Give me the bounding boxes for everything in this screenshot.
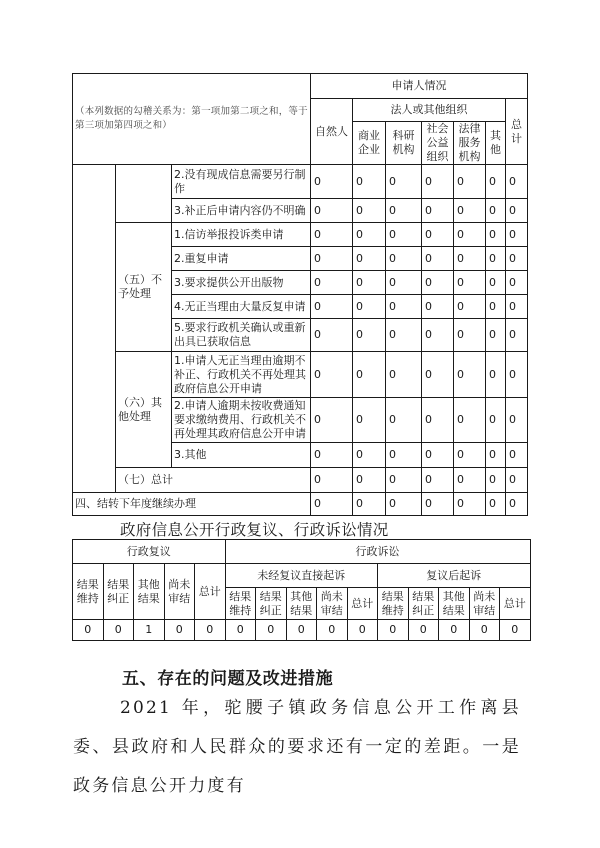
header-commercial-text: 商业企业	[358, 129, 380, 156]
value-cell: 0	[311, 493, 353, 516]
value-cell: 0	[439, 620, 470, 641]
value-cell: 0	[486, 443, 506, 468]
value-cell: 0	[386, 295, 422, 319]
value-cell: 0	[353, 223, 386, 247]
value-cell: 0	[422, 398, 454, 443]
value-cell: 0	[486, 352, 506, 398]
value-cell: 0	[506, 271, 528, 295]
value-cell: 0	[454, 295, 486, 319]
value-cell: 0	[454, 247, 486, 271]
value-cell: 0	[353, 165, 386, 199]
direct-col-header	[256, 588, 287, 620]
header-legal-org: 法人或其他组织	[353, 99, 506, 122]
value-cell: 0	[353, 493, 386, 516]
value-cell: 0	[386, 165, 422, 199]
value-cell: 0	[454, 398, 486, 443]
value-cell: 0	[378, 620, 409, 641]
header-legal-service	[454, 122, 486, 165]
value-cell: 0	[311, 271, 353, 295]
value-cell: 0	[386, 271, 422, 295]
value-cell: 0	[500, 620, 531, 641]
value-cell: 0	[506, 247, 528, 271]
value-cell: 0	[164, 620, 195, 641]
value-cell: 0	[454, 271, 486, 295]
value-cell: 0	[422, 468, 454, 493]
row-label: 5.要求行政机关确认或重新出具已获取信息	[172, 319, 311, 352]
value-cell: 0	[225, 620, 256, 641]
after-col-header	[500, 588, 531, 620]
value-cell: 0	[311, 319, 353, 352]
col-header-text: 尚未审结	[320, 589, 343, 617]
value-cell: 0	[486, 468, 506, 493]
value-cell: 0	[506, 493, 528, 516]
row-label: 2.没有现成信息需要另行制作	[172, 165, 311, 199]
header-total	[506, 99, 528, 165]
direct-col-header	[225, 588, 256, 620]
value-cell: 0	[486, 165, 506, 199]
row-label: 四、结转下年度继续办理	[73, 493, 311, 516]
value-cell: 0	[103, 620, 134, 641]
value-cell: 0	[311, 295, 353, 319]
after-col-header	[408, 588, 439, 620]
group-five-label: （五）不予处理	[116, 223, 172, 352]
header-social-text: 社会公益组织	[426, 122, 449, 163]
value-cell: 0	[506, 223, 528, 247]
applicant-statistics-table	[72, 73, 528, 516]
col-header-text: 结果纠正	[412, 589, 435, 617]
value-cell: 0	[386, 493, 422, 516]
value-cell: 0	[422, 319, 454, 352]
col-header-text: 总计	[503, 596, 526, 610]
value-cell: 0	[422, 352, 454, 398]
after-col-header	[439, 588, 470, 620]
col-header-text: 总计	[351, 596, 374, 610]
value-cell: 0	[353, 468, 386, 493]
value-cell: 0	[353, 352, 386, 398]
subgroup-cell	[116, 165, 172, 223]
value-cell: 0	[353, 247, 386, 271]
col-header-text: 尚未审结	[473, 589, 496, 617]
header-direct: 未经复议直接起诉	[225, 564, 378, 588]
header-other-text: 其他	[490, 129, 501, 156]
value-cell: 0	[256, 620, 287, 641]
review-col-header	[73, 564, 104, 620]
value-cell: 0	[386, 199, 422, 223]
review-col-header	[164, 564, 195, 620]
table-row	[73, 352, 528, 398]
review-col-header-text: 尚未审结	[168, 577, 191, 605]
value-cell: 0	[454, 493, 486, 516]
value-cell: 0	[311, 223, 353, 247]
value-cell: 0	[454, 443, 486, 468]
value-cell: 0	[486, 223, 506, 247]
value-cell: 0	[386, 319, 422, 352]
col-header-text: 其他结果	[442, 589, 465, 617]
value-cell: 0	[422, 271, 454, 295]
review-col-header	[134, 564, 165, 620]
value-cell: 0	[454, 352, 486, 398]
value-cell: 0	[408, 620, 439, 641]
header-research-text: 科研机构	[392, 129, 415, 156]
review-col-header	[195, 564, 226, 620]
value-cell: 0	[73, 620, 104, 641]
value-cell: 0	[317, 620, 348, 641]
value-cell: 0	[422, 199, 454, 223]
value-cell: 0	[506, 295, 528, 319]
value-cell: 0	[506, 352, 528, 398]
body-paragraph: 2021 年，驼腰子镇政务信息公开工作离县委、县政府和人民群众的要求还有一定的差距。一是政务信息公开力度有	[73, 698, 521, 796]
value-cell: 0	[311, 199, 353, 223]
value-cell: 0	[486, 271, 506, 295]
group-six-label: （六）其他处理	[116, 352, 172, 468]
value-cell: 0	[486, 493, 506, 516]
row-label: 2.申请人逾期未按收费通知要求缴纳费用、行政机关不再处理其政府信息公开申请	[172, 398, 311, 443]
value-cell: 0	[386, 468, 422, 493]
section-title: 政府信息公开行政复议、行政诉讼情况	[120, 521, 389, 539]
header-total-text: 总计	[511, 117, 522, 145]
header-applicant: 申请人情况	[311, 74, 528, 99]
value-cell: 0	[386, 352, 422, 398]
value-cell: 0	[286, 620, 317, 641]
section-heading: 五、存在的问题及改进措施	[122, 669, 334, 689]
review-col-header-text: 其他结果	[137, 577, 160, 605]
row-label: 3.其他	[172, 443, 311, 468]
value-cell: 0	[422, 165, 454, 199]
value-cell: 0	[353, 271, 386, 295]
row-label: 3.补正后申请内容仍不明确	[172, 199, 311, 223]
value-cell: 0	[195, 620, 226, 641]
value-cell: 0	[386, 398, 422, 443]
table-row	[73, 165, 528, 199]
value-cell: 0	[311, 247, 353, 271]
value-cell: 0	[454, 468, 486, 493]
value-cell: 0	[353, 199, 386, 223]
table-note: （本列数据的勾稽关系为：第一项加第二项之和，等于第三项加第四项之和）	[73, 74, 311, 165]
value-cell: 0	[422, 493, 454, 516]
value-cell: 0	[454, 199, 486, 223]
review-litigation-table	[72, 539, 531, 641]
value-cell: 0	[353, 398, 386, 443]
value-cell: 0	[454, 165, 486, 199]
header-other	[486, 122, 506, 165]
value-cell: 0	[486, 398, 506, 443]
header-legal-service-text: 法律服务机构	[458, 122, 481, 163]
value-cell: 0	[506, 443, 528, 468]
value-cell: 0	[311, 468, 353, 493]
value-cell: 0	[311, 352, 353, 398]
value-cell: 0	[311, 443, 353, 468]
value-cell: 0	[386, 443, 422, 468]
value-cell: 0	[486, 199, 506, 223]
row-label: 4.无正当理由大量反复申请	[172, 295, 311, 319]
review-col-header	[103, 564, 134, 620]
value-cell: 0	[506, 319, 528, 352]
value-cell: 0	[422, 247, 454, 271]
after-col-header	[378, 588, 409, 620]
header-after-review: 复议后起诉	[378, 564, 531, 588]
review-col-header-text: 结果维持	[76, 577, 99, 605]
direct-col-header	[286, 588, 317, 620]
header-research	[386, 122, 422, 165]
value-cell: 1	[134, 620, 165, 641]
col-header-text: 结果纠正	[259, 589, 282, 617]
value-cell: 0	[311, 165, 353, 199]
value-cell: 0	[506, 199, 528, 223]
direct-col-header	[317, 588, 348, 620]
value-cell: 0	[486, 295, 506, 319]
direct-col-header	[347, 588, 378, 620]
value-cell: 0	[347, 620, 378, 641]
value-cell: 0	[353, 443, 386, 468]
value-cell: 0	[506, 468, 528, 493]
value-cell: 0	[506, 398, 528, 443]
value-cell: 0	[353, 295, 386, 319]
value-cell: 0	[422, 223, 454, 247]
row-label: 1.信访举报投诉类申请	[172, 223, 311, 247]
value-cell: 0	[422, 443, 454, 468]
after-col-header	[469, 588, 500, 620]
header-natural-person: 自然人	[311, 99, 353, 165]
row-label: 3.要求提供公开出版物	[172, 271, 311, 295]
value-cell: 0	[422, 295, 454, 319]
header-review: 行政复议	[73, 540, 226, 564]
value-cell: 0	[506, 165, 528, 199]
row-label: 2.重复申请	[172, 247, 311, 271]
value-cell: 0	[386, 223, 422, 247]
value-cell: 0	[454, 223, 486, 247]
col-header-text: 结果维持	[229, 589, 252, 617]
value-cell: 0	[454, 319, 486, 352]
value-cell: 0	[486, 319, 506, 352]
review-col-header-text: 总计	[198, 584, 221, 598]
col-header-text: 结果维持	[381, 589, 404, 617]
header-commercial	[353, 122, 386, 165]
category-cell	[73, 165, 116, 493]
value-cell: 0	[386, 247, 422, 271]
col-header-text: 其他结果	[290, 589, 313, 617]
value-cell: 0	[469, 620, 500, 641]
header-social	[422, 122, 454, 165]
row-label: 1.申请人无正当理由逾期不补正、行政机关不再处理其政府信息公开申请	[172, 352, 311, 398]
row-label: （七）总计	[116, 468, 311, 493]
value-cell: 0	[311, 398, 353, 443]
table-row	[73, 223, 528, 247]
header-litigation: 行政诉讼	[225, 540, 530, 564]
table-row	[73, 493, 528, 516]
review-col-header-text: 结果纠正	[107, 577, 130, 605]
value-cell: 0	[353, 319, 386, 352]
value-cell: 0	[486, 247, 506, 271]
table-row	[73, 468, 528, 493]
